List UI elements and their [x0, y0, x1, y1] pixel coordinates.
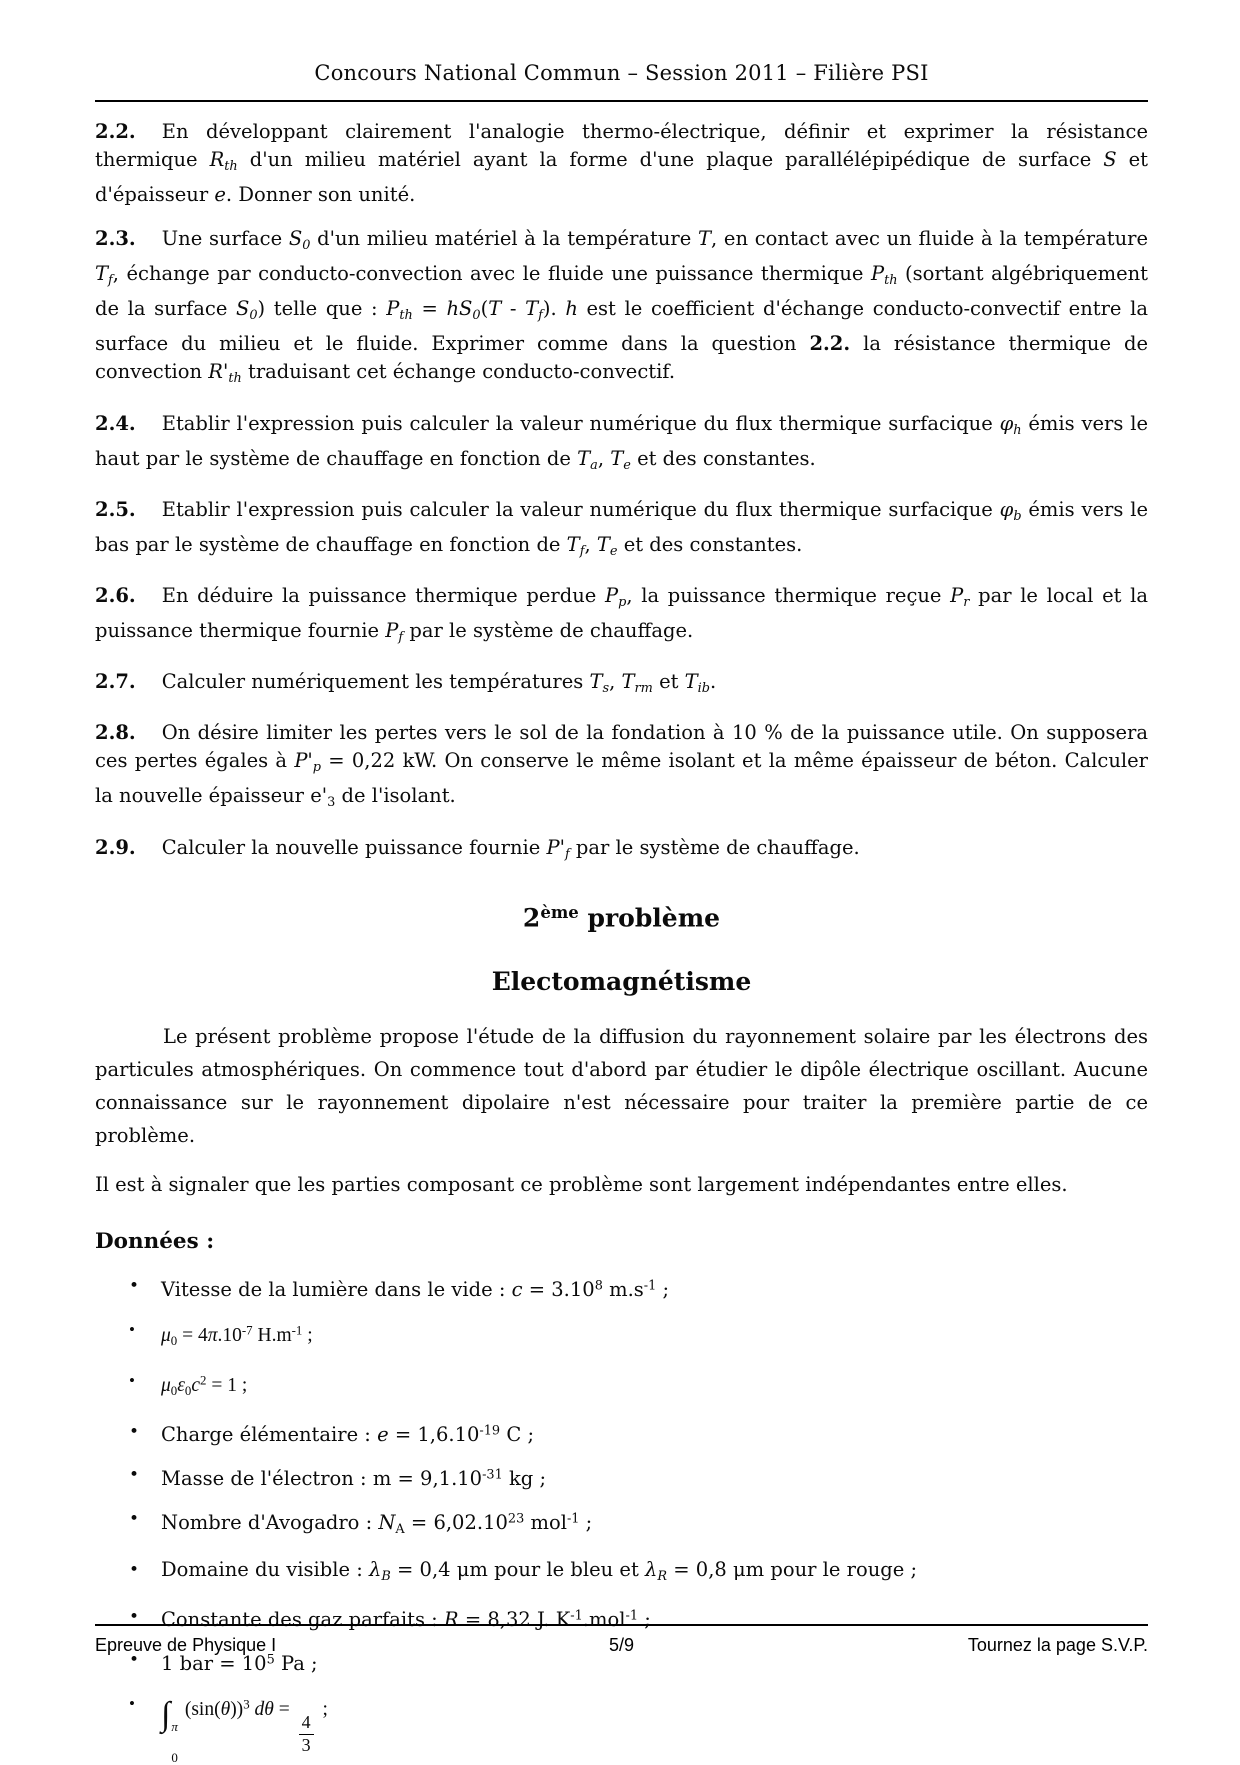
list-item-text: ∫ π 0 $(\sin(\theta))^3$ dθ = $\frac{4}{3}$ ; — [161, 1696, 328, 1765]
bullet-icon: • — [129, 1370, 135, 1390]
list-item-text: Vitesse de la lumière dans le vide : $c = 3.10^8$ $m.s^{-1}$ ; — [161, 1277, 670, 1301]
footer-exam-name: Epreuve de Physique I — [95, 1635, 277, 1655]
question-2-9 — [95, 834, 1148, 869]
question-number: 2.2. — [95, 120, 136, 143]
problem-2-note: Il est à signaler que les parties composant ce problème sont largement indépendantes entre elles. — [95, 1173, 1068, 1197]
question-number: 2.9. — [95, 835, 136, 859]
question-text: En déduire la puissance thermique perdue $P_p$, la puissance thermique reçue $P_r$ par le local et la puissance thermique fournie $P_f$ par le système de chauffage. — [95, 583, 1148, 646]
list-item — [129, 1556, 1148, 1591]
list-item — [129, 1316, 1148, 1355]
question-text: Etablir l'expression puis calculer la valeur numérique du flux thermique surfacique $\varphi_b$ émis vers le bas par le système de chauffage en fonction de $T_f$, $T_e$ et des constantes. — [95, 497, 1148, 559]
list-item-text: Charge élémentaire : $e = 1,6.10^{-19}$ C ; — [161, 1423, 535, 1447]
problem-2-title: 2ème problème — [522, 902, 721, 933]
question-text: On désire limiter les pertes vers le sol de la fondation à 10 % de la puissance utile. On supposera ces pertes égales à $P'_p = 0,22$ kW. On conserve le même isolant et la même épaisseur de béton. Calculer la nouvelle épaisseur $e'_3$ de l'isolant. — [95, 721, 1148, 811]
problem-2-intro: Le présent problème propose l'étude de la diffusion du rayonnement solaire par les électrons des particules atmosphériques. On commence tout d'abord par étudier le dipôle électrique oscillant. Aucune connaissance sur le rayonnement dipolaire n'est nécessaire pour traiter la première partie de ce problème. — [95, 1025, 1148, 1148]
bullet-icon: • — [129, 1421, 140, 1442]
bullet-icon: • — [129, 1276, 140, 1297]
list-item — [129, 1367, 1148, 1406]
question-2-5 — [95, 496, 1148, 566]
list-item — [129, 1418, 1148, 1450]
page-header-title: Concours National Commun – Session 2011 – Filière PSI — [95, 58, 1148, 102]
list-item — [129, 1690, 1148, 1765]
list-item-text: Masse de l'électron : $m = 9,1.10^{-31}$ kg ; — [161, 1466, 547, 1490]
question-2-3 — [95, 225, 1148, 393]
bullet-icon: • — [129, 1319, 135, 1339]
question-2-8 — [95, 719, 1148, 817]
question-text: Calculer numériquement les températures $T_s$, $T_{rm}$ et $T_{ib}$. — [161, 670, 717, 697]
bullet-icon: • — [129, 1694, 135, 1714]
bullet-icon: • — [129, 1465, 140, 1486]
question-text: En développant clairement l'analogie thermo-électrique, définir et exprimer la résistance thermique $R_{th}$ d'un milieu matériel ayant la forme d'une plaque parallélépipédique de surface S et d'épaisseur e. Donner son unité. — [95, 120, 1148, 207]
list-item-text: 1 bar = $10^5$ Pa ; — [161, 1652, 318, 1676]
list-item-text: Constante des gaz parfaits : R = 8,32 J. $K^{-1}.mol^{-1}$ ; — [161, 1608, 651, 1632]
list-item-text: $\mu_0 = 4\pi.10^{-7}$ $H.m^{-1}$ ; — [161, 1322, 313, 1348]
footer-page-number: 5/9 — [608, 1635, 635, 1655]
donnees-list — [95, 1272, 1148, 1764]
question-text: Calculer la nouvelle puissance fournie $P'_f$ par le système de chauffage. — [161, 835, 860, 862]
question-2-4 — [95, 410, 1148, 480]
question-number: 2.5. — [95, 497, 136, 521]
question-number: 2.6. — [95, 583, 136, 607]
list-item-text: $\mu_0\varepsilon_0c^2 = 1$ ; — [161, 1373, 248, 1399]
question-number: 2.7. — [95, 670, 136, 694]
question-text: Une surface $S_0$ d'un milieu matériel à la température T, en contact avec un fluide à la température $T_f$, échange par conducto-convection avec le fluide une puissance thermique $P_{th}$ (sortant algébriquement de la surface $S_0$) telle que : $P_{th} = hS_0(T - T_f)$. h est le coefficient d'échange conducto-convectif entre la surface du milieu et le fluide. Exprimer comme dans la question 2.2. la résistance thermique de convection $R'_{th}$ traduisant cet échange conducto-convectif. — [95, 227, 1149, 387]
list-item — [129, 1505, 1148, 1544]
list-item-text: Domaine du visible : $\lambda_B = 0,4$ μm pour le bleu et $\lambda_R = 0,8$ μm pour le rouge ; — [161, 1557, 918, 1584]
bullet-icon: • — [129, 1559, 140, 1580]
page-footer — [95, 1624, 1148, 1656]
bullet-icon: • — [129, 1508, 140, 1529]
question-text: Etablir l'expression puis calculer la valeur numérique du flux thermique surfacique $\varphi_h$ émis vers le haut par le système de chauffage en fonction de $T_a$, $T_e$ et des constantes. — [95, 411, 1148, 473]
list-item-text: Nombre d'Avogadro : $N_A = 6,02.10^{23}$ mol$^{-1}$ ; — [161, 1510, 593, 1537]
question-2-6 — [95, 582, 1148, 652]
donnees-heading: Données : — [95, 1229, 215, 1255]
problem-2-subtitle: Electomagnétisme — [491, 967, 752, 997]
question-number: 2.8. — [95, 721, 136, 745]
bullet-icon: • — [129, 1650, 140, 1671]
question-number: 2.3. — [95, 227, 136, 251]
bullet-icon: • — [129, 1606, 140, 1627]
list-item — [129, 1461, 1148, 1493]
question-number: 2.4. — [95, 411, 136, 435]
footer-turn-page: Tournez la page S.V.P. — [967, 1635, 1148, 1655]
question-2-7 — [95, 668, 1148, 703]
list-item — [129, 1272, 1148, 1304]
question-2-2 — [95, 118, 1148, 209]
